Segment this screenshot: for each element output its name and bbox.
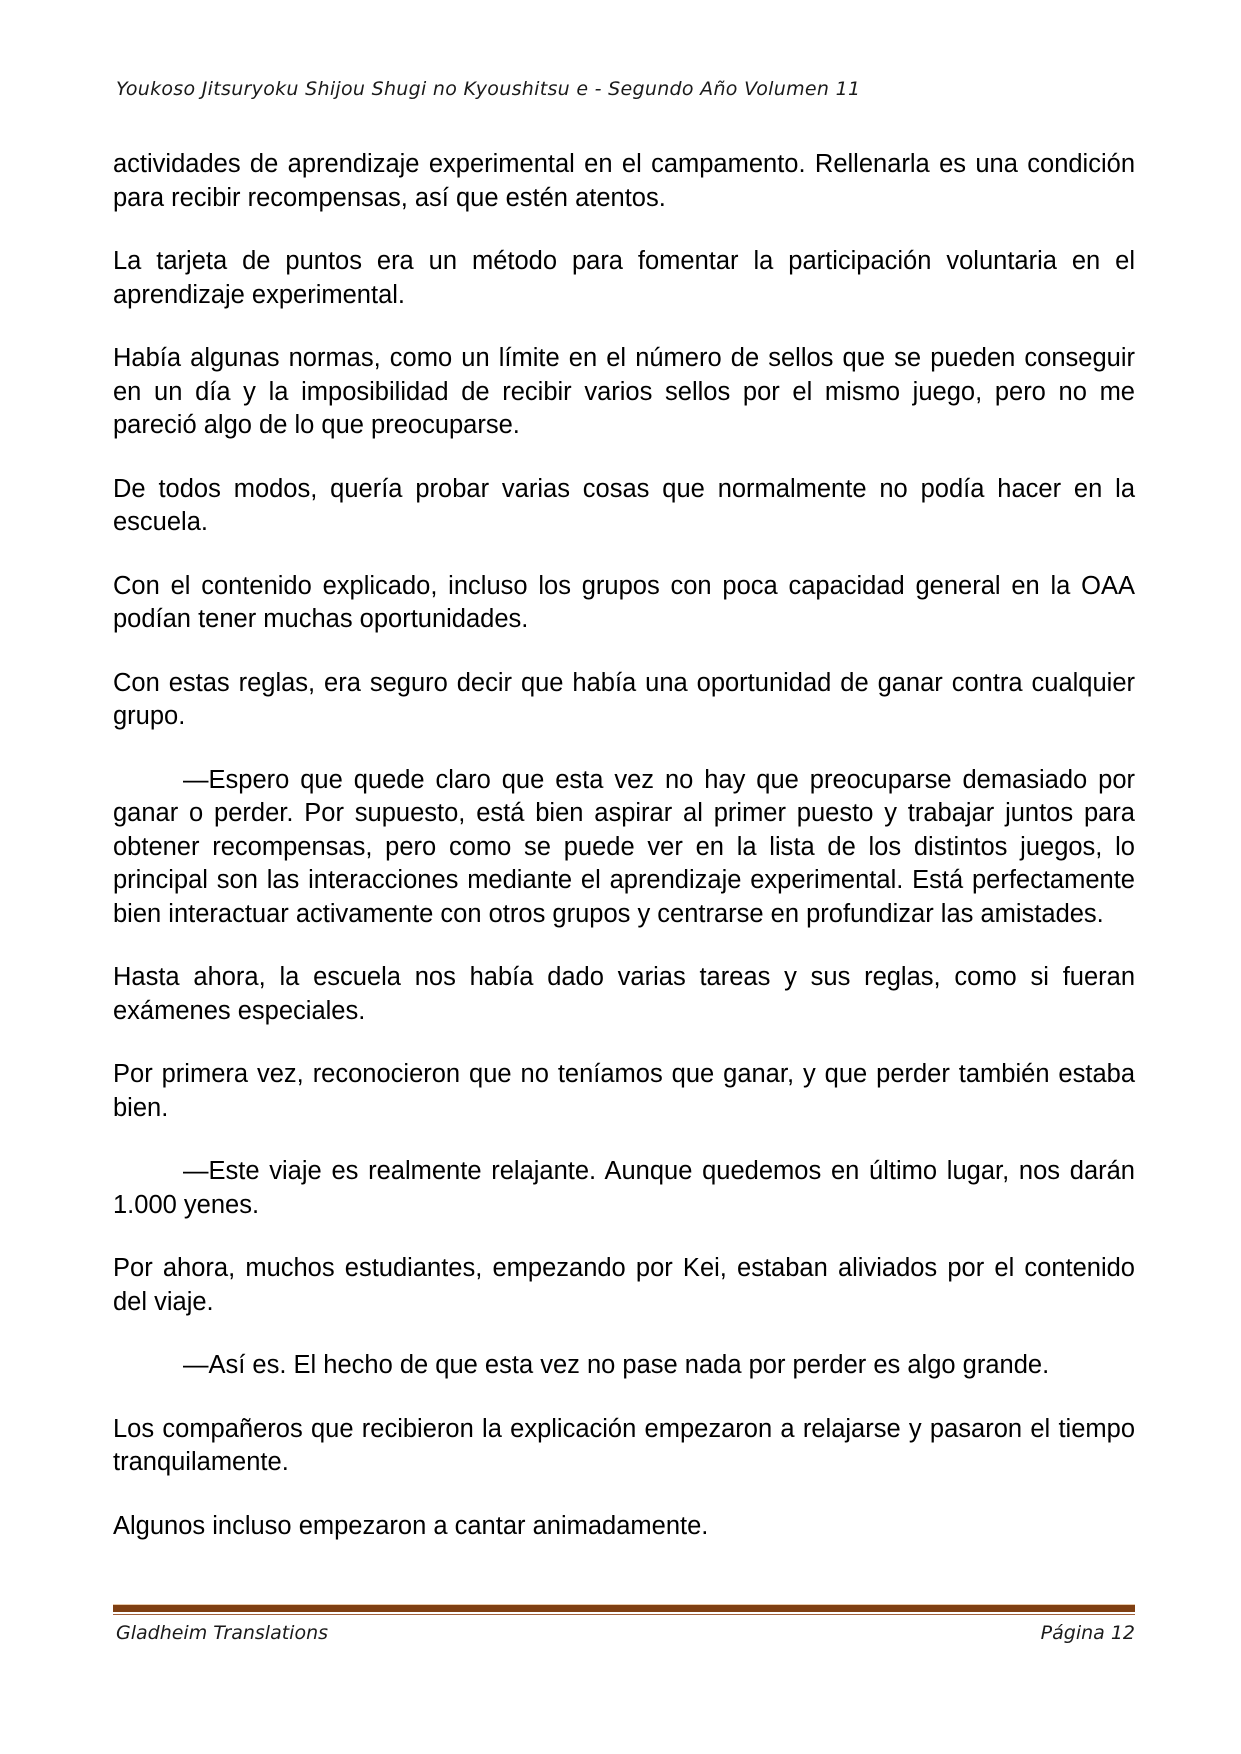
paragraph: Los compañeros que recibieron la explicación empezaron a relajarse y pasaron el tiempo tranquilamente.: [113, 1414, 1135, 1476]
footer-credit: Gladheim Translations: [116, 1622, 329, 1644]
running-header: Youkoso Jitsuryoku Shijou Shugi no Kyoushitsu e - Segundo Año Volumen 11: [116, 78, 861, 100]
paragraph: Por ahora, muchos estudiantes, empezando por Kei, estaban aliviados por el contenido del viaje.: [113, 1254, 1135, 1316]
paragraph: De todos modos, quería probar varias cosas que normalmente no podía hacer en la escuela.: [113, 474, 1135, 536]
paragraph: Hasta ahora, la escuela nos había dado varias tareas y sus reglas, como si fueran exámenes especiales.: [113, 963, 1135, 1025]
footer-divider-thin: [113, 1614, 1135, 1615]
dialog-paragraph: —Espero que quede claro que esta vez no hay que preocuparse demasiado por ganar o perder. Por supuesto, está bien aspirar al primer puesto y trabajar juntos para obtener recompensas, pero como se puede ver en la lista de los distintos juegos, lo principal son las interacciones mediante el aprendizaje experimental. Está perfectamente bien interactuar activamente con otros grupos y centrarse en profundizar las amistades.: [113, 765, 1135, 928]
paragraph: Por primera vez, reconocieron que no teníamos que ganar, y que perder también estaba bien.: [113, 1060, 1135, 1122]
paragraph: Con estas reglas, era seguro decir que había una oportunidad de ganar contra cualquier grupo.: [113, 668, 1135, 730]
footer-divider-thick: [113, 1604, 1135, 1612]
paragraph: La tarjeta de puntos era un método para fomentar la participación voluntaria en el aprendizaje experimental.: [113, 247, 1135, 309]
paragraph: actividades de aprendizaje experimental en el campamento. Rellenarla es una condición para recibir recompensas, así que estén atentos.: [113, 150, 1135, 212]
dialog-paragraph: —Este viaje es realmente relajante. Aunque quedemos en último lugar, nos darán 1.000 yenes.: [113, 1157, 1135, 1219]
paragraph: Algunos incluso empezaron a cantar animadamente.: [113, 1511, 709, 1540]
paragraph: Con el contenido explicado, incluso los grupos con poca capacidad general en la OAA podían tener muchas oportunidades.: [113, 571, 1135, 633]
page-number: Página 12: [1040, 1622, 1135, 1644]
footer-divider: [113, 1604, 1135, 1614]
page-body: [113, 148, 1135, 1573]
paragraph: Había algunas normas, como un límite en el número de sellos que se pueden conseguir en un día y la imposibilidad de recibir varios sellos por el mismo juego, pero no me pareció algo de lo que preocuparse.: [113, 344, 1135, 439]
dialog-paragraph: —Así es. El hecho de que esta vez no pase nada por perder es algo grande.: [183, 1351, 1050, 1379]
